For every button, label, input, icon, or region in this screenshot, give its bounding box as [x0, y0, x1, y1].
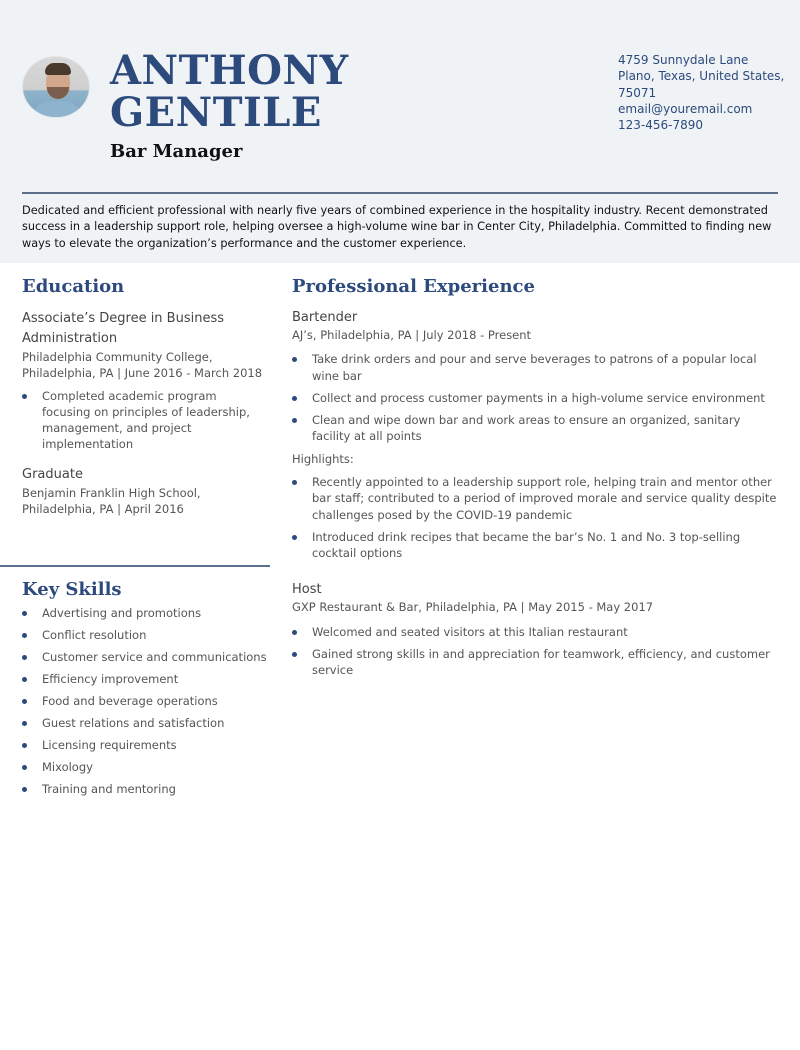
- skill-item: Guest relations and satisfaction: [22, 712, 272, 734]
- skills-section: [22, 579, 272, 800]
- education-degree: Associate’s Degree in Business Administration: [22, 311, 225, 346]
- education-entry: [22, 465, 267, 518]
- avatar-beard-shape: [47, 87, 69, 99]
- highlight-bullet: Introduced drink recipes that became the bar’s No. 1 and No. 3 top-selling cocktail options: [292, 529, 782, 562]
- highlights-label: Highlights:: [292, 451, 354, 466]
- candidate-title: Bar Manager: [110, 141, 243, 162]
- contact-info: [618, 52, 793, 133]
- avatar-shirt-shape: [31, 101, 83, 118]
- address-line-3: 75071: [618, 85, 657, 100]
- skills-list: [22, 602, 272, 800]
- skill-item: Advertising and promotions: [22, 602, 272, 624]
- header-divider: [22, 192, 778, 194]
- skill-item: Training and mentoring: [22, 778, 272, 800]
- job-title: Host: [292, 581, 322, 597]
- resume-header: [0, 0, 800, 263]
- skill-item: Food and beverage operations: [22, 690, 272, 712]
- job-bullet: Clean and wipe down bar and work areas to ensure an organized, sanitary facility at all points: [292, 412, 782, 445]
- highlights-bullets: [292, 474, 782, 561]
- job-bullet: Gained strong skills in and appreciation for teamwork, efficiency, and customer service: [292, 646, 782, 679]
- job-entry: [292, 581, 782, 679]
- education-location-dates: Philadelphia, PA | April 2016: [22, 502, 184, 517]
- avatar: [22, 56, 90, 118]
- candidate-name: [110, 47, 349, 136]
- job-bullet: Welcomed and seated visitors at this Italian restaurant: [292, 624, 782, 640]
- professional-summary: Dedicated and efficient professional with nearly five years of combined experience in the hospitality industry. Recent demonstrated success in a leadership support role, helping oversee a high-volume wine bar in Center City, Philadelphia. Committed to finding new ways to elevate the organization’s performance and the customer experience.: [22, 204, 772, 250]
- education-degree: Graduate: [22, 466, 83, 482]
- email[interactable]: email@youremail.com: [618, 101, 753, 116]
- education-heading: Education: [22, 276, 125, 297]
- job-bullets: [292, 351, 782, 444]
- highlight-bullet: Recently appointed to a leadership support role, helping train and mentor other bar staff; contributed to a period of improved morale and service quality despite challenges posed by the COVID-19 pandemic: [292, 474, 782, 523]
- right-column: [292, 276, 782, 679]
- job-bullets: [292, 624, 782, 679]
- left-column: [22, 276, 267, 517]
- education-bullets: [22, 388, 267, 453]
- skills-heading: Key Skills: [22, 579, 122, 600]
- skill-item: Conflict resolution: [22, 624, 272, 646]
- education-school: Benjamin Franklin High School,: [22, 485, 201, 500]
- phone[interactable]: 123-456-7890: [618, 118, 704, 133]
- skill-item: Licensing requirements: [22, 734, 272, 756]
- job-meta: AJ’s, Philadelphia, PA | July 2018 - Present: [292, 328, 532, 342]
- address-line-1: 4759 Sunnydale Lane: [618, 53, 749, 67]
- education-location-dates: Philadelphia, PA | June 2016 - March 2018: [22, 366, 263, 381]
- job-entry: [292, 309, 782, 562]
- education-entry: [22, 309, 267, 453]
- avatar-hair-shape: [45, 63, 71, 75]
- education-bullet: Completed academic program focusing on principles of leadership, management, and project implementation: [22, 388, 267, 453]
- job-bullet: Collect and process customer payments in a high-volume service environment: [292, 390, 782, 406]
- address-line-2: Plano, Texas, United States,: [618, 69, 785, 84]
- job-title: Bartender: [292, 310, 358, 325]
- name-line-2: GENTILE: [110, 89, 322, 136]
- job-meta: GXP Restaurant & Bar, Philadelphia, PA | May 2015 - May 2017: [292, 599, 654, 614]
- skill-item: Customer service and communications: [22, 646, 272, 668]
- left-section-divider: [0, 565, 270, 567]
- experience-heading: Professional Experience: [292, 276, 535, 297]
- skill-item: Efficiency improvement: [22, 668, 272, 690]
- name-line-1: ANTHONY: [110, 47, 349, 94]
- education-school: Philadelphia Community College,: [22, 350, 213, 364]
- job-bullet: Take drink orders and pour and serve beverages to patrons of a popular local wine bar: [292, 351, 782, 384]
- skill-item: Mixology: [22, 756, 272, 778]
